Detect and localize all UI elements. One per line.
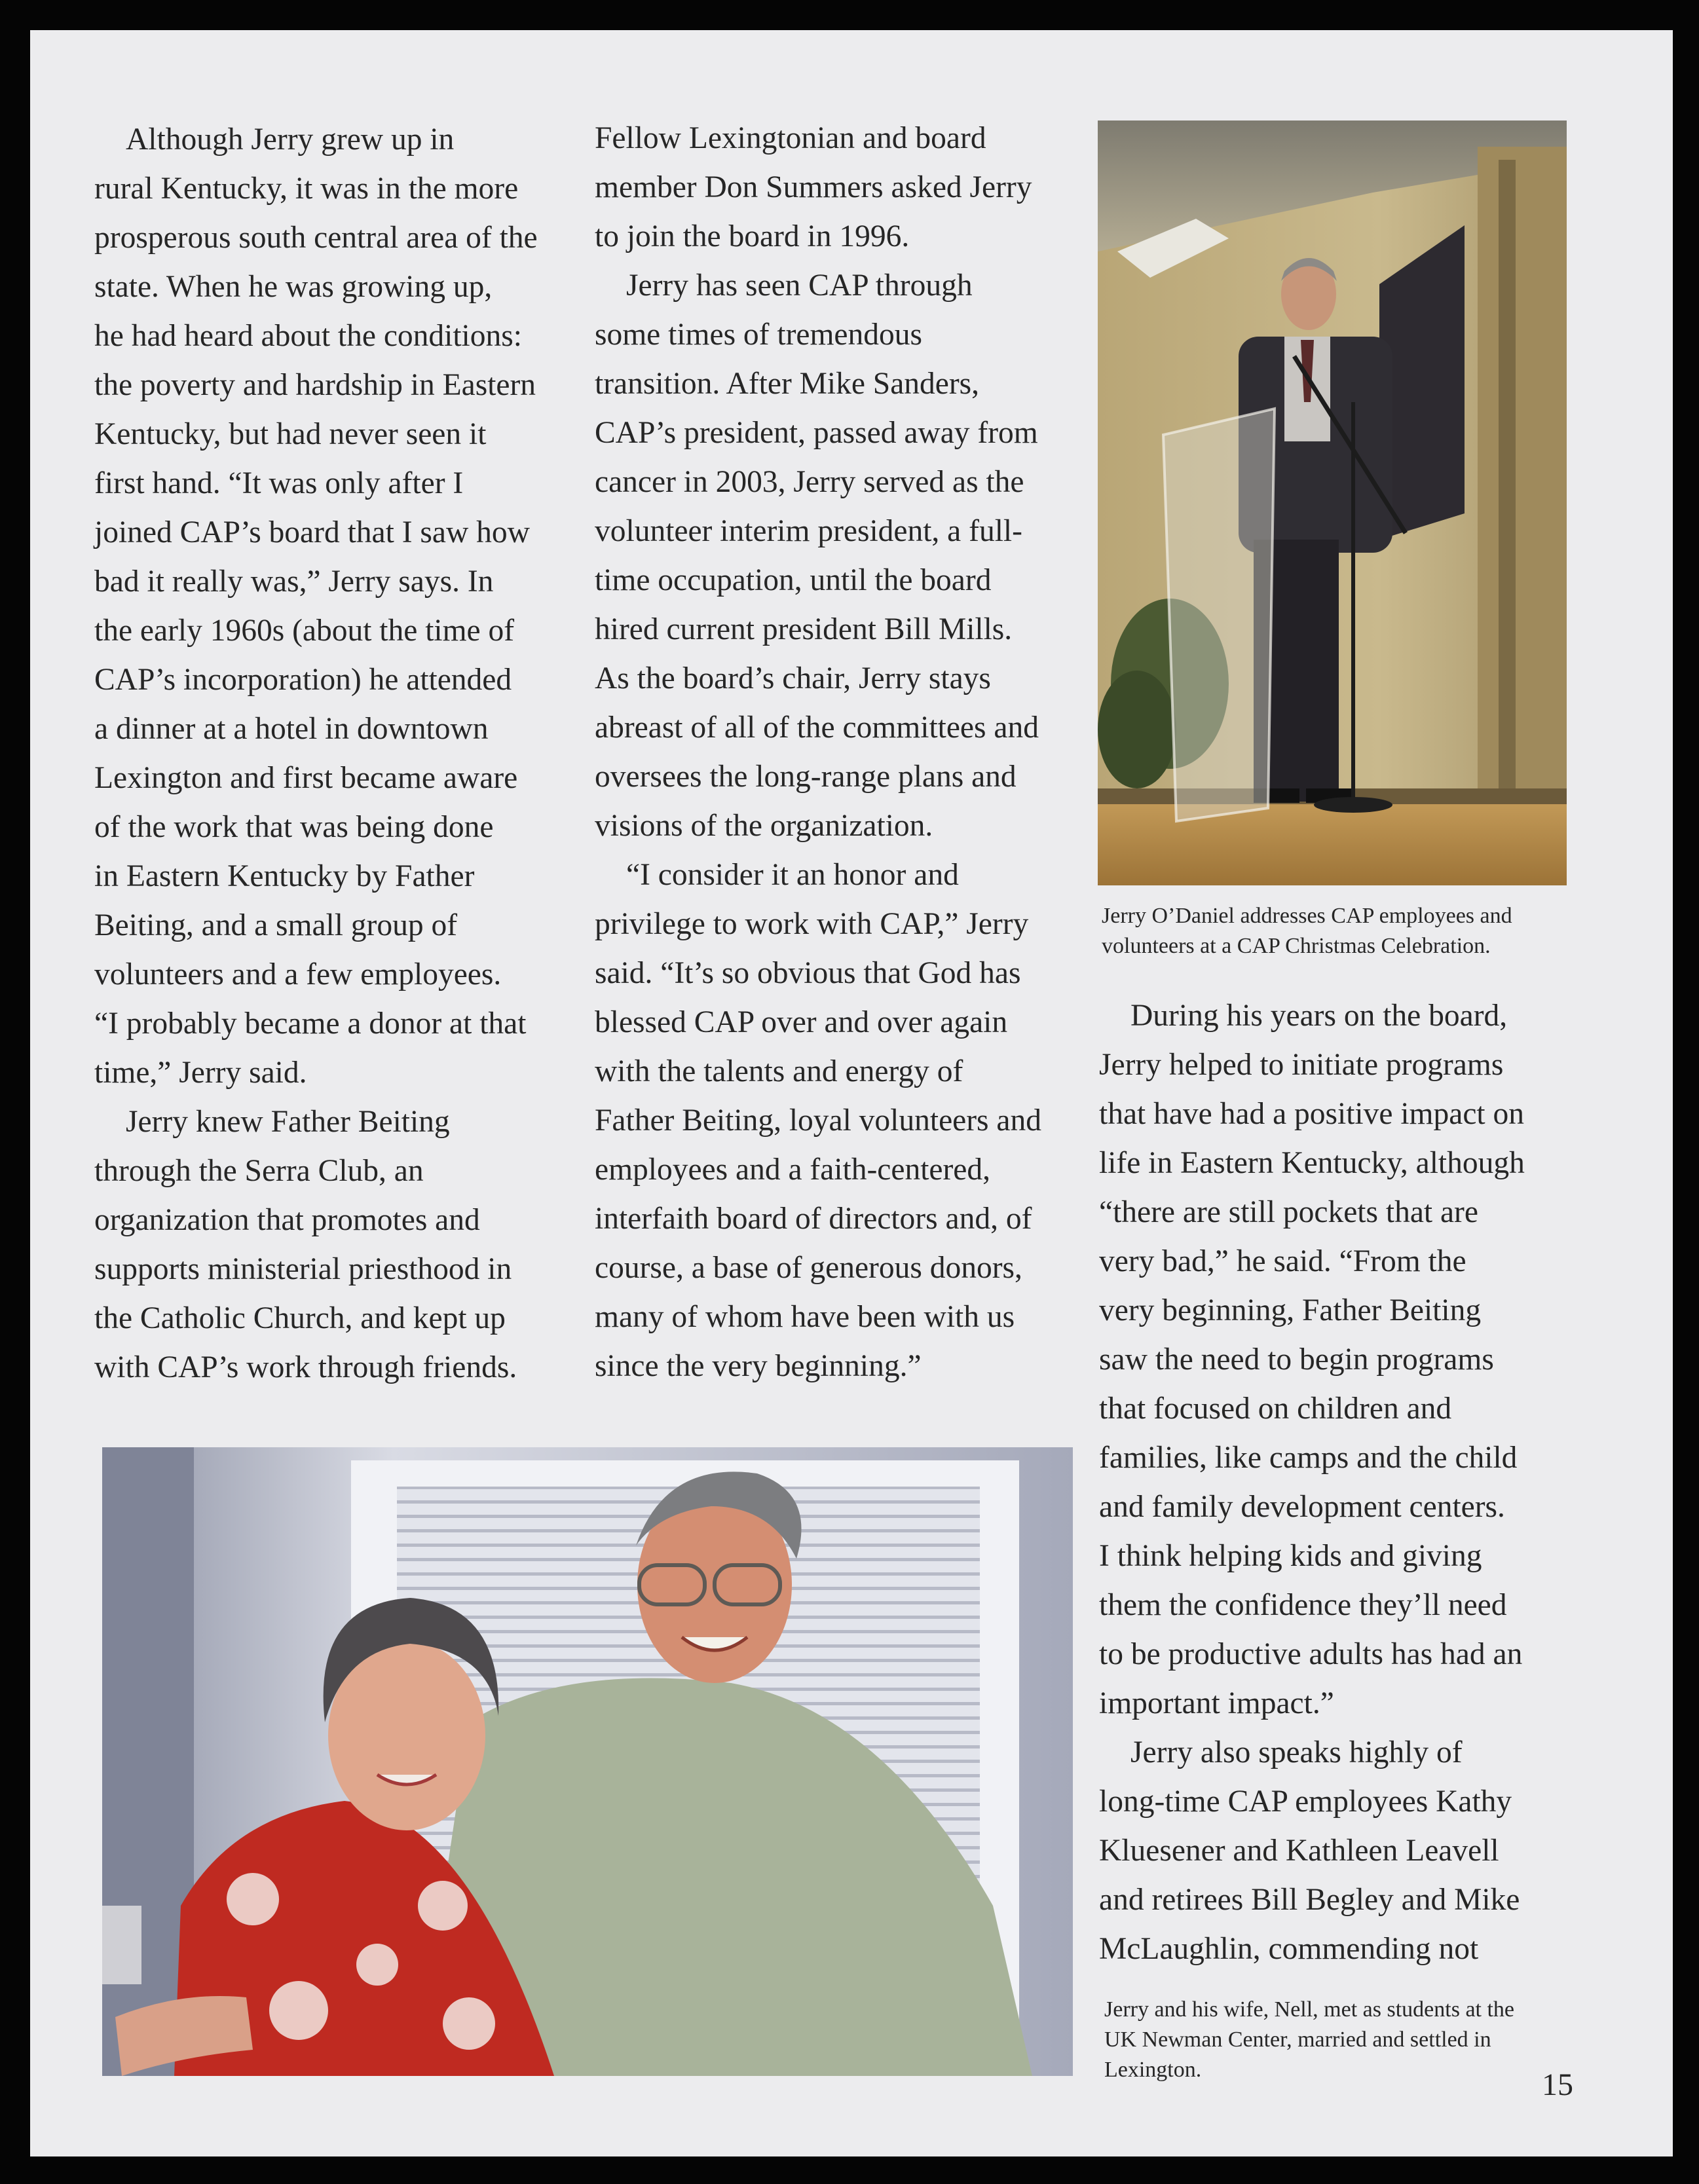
text-line: Fellow Lexingtonian and board xyxy=(595,121,986,155)
article-column-2 xyxy=(595,114,1112,1391)
page-number: 15 xyxy=(1542,2067,1573,2102)
caption-line: Jerry and his wife, Nell, met as students at the xyxy=(1104,1997,1515,2022)
text-line: joined CAP’s board that I saw how xyxy=(94,515,530,549)
text-line: with CAP’s work through friends. xyxy=(94,1350,517,1384)
text-line: volunteers and a few employees. xyxy=(94,957,502,991)
caption-line: volunteers at a CAP Christmas Celebration. xyxy=(1102,934,1491,958)
text-line: “I consider it an honor and xyxy=(626,858,959,892)
text-line: CAP’s incorporation) he attended xyxy=(94,663,512,697)
text-line: families, like camps and the child xyxy=(1099,1441,1518,1475)
speaker-photo-caption xyxy=(1102,901,1599,961)
text-line: the Catholic Church, and kept up xyxy=(94,1301,506,1335)
text-line: supports ministerial priesthood in xyxy=(94,1252,512,1286)
text-line: long-time CAP employees Kathy xyxy=(1099,1785,1512,1819)
text-line: Jerry has seen CAP through xyxy=(626,268,973,303)
text-line: he had heard about the conditions: xyxy=(94,319,522,353)
magazine-page xyxy=(30,30,1673,2156)
text-line: McLaughlin, commending not xyxy=(1099,1932,1479,1966)
text-line: of the work that was being done xyxy=(94,810,494,844)
couple-photo-caption xyxy=(1104,1995,1602,2085)
speaker-at-podium-photo xyxy=(1098,120,1567,885)
text-line: CAP’s president, passed away from xyxy=(595,416,1038,450)
text-line: first hand. “It was only after I xyxy=(94,466,464,500)
text-line: saw the need to begin programs xyxy=(1099,1342,1494,1377)
text-line: state. When he was growing up, xyxy=(94,270,493,304)
text-line: I think helping kids and giving xyxy=(1099,1539,1482,1573)
text-line: important impact.” xyxy=(1099,1686,1334,1720)
text-line: course, a base of generous donors, xyxy=(595,1251,1022,1285)
text-line: and family development centers. xyxy=(1099,1490,1505,1524)
text-line: volunteer interim president, a full- xyxy=(595,514,1022,548)
text-line: to be productive adults has had an xyxy=(1099,1637,1523,1671)
text-line: privilege to work with CAP,” Jerry xyxy=(595,907,1029,941)
text-line: interfaith board of directors and, of xyxy=(595,1202,1032,1236)
text-line: transition. After Mike Sanders, xyxy=(595,367,980,401)
text-line: the early 1960s (about the time of xyxy=(94,614,515,648)
text-line: “I probably became a donor at that xyxy=(94,1007,527,1041)
text-line: Kentucky, but had never seen it xyxy=(94,417,487,451)
text-line: Beiting, and a small group of xyxy=(94,908,458,942)
text-line: employees and a faith-centered, xyxy=(595,1153,991,1187)
text-line: time,” Jerry said. xyxy=(94,1056,307,1090)
text-line: through the Serra Club, an xyxy=(94,1154,424,1188)
text-line: to join the board in 1996. xyxy=(595,219,910,253)
caption-line: UK Newman Center, married and settled in xyxy=(1104,2027,1491,2052)
text-line: time occupation, until the board xyxy=(595,563,992,597)
text-line: abreast of all of the committees and xyxy=(595,711,1039,745)
text-line: life in Eastern Kentucky, although xyxy=(1099,1146,1525,1180)
text-line: very beginning, Father Beiting xyxy=(1099,1293,1482,1327)
text-line: many of whom have been with us xyxy=(595,1300,1015,1334)
text-line: visions of the organization. xyxy=(595,809,933,843)
text-line: the poverty and hardship in Eastern xyxy=(94,368,536,402)
text-line: Jerry knew Father Beiting xyxy=(126,1105,450,1139)
text-line: Father Beiting, loyal volunteers and xyxy=(595,1103,1042,1138)
text-line: During his years on the board, xyxy=(1130,999,1508,1033)
text-line: and retirees Bill Begley and Mike xyxy=(1099,1883,1520,1917)
caption-line: Jerry O’Daniel addresses CAP employees and xyxy=(1102,904,1512,928)
text-line: said. “It’s so obvious that God has xyxy=(595,956,1021,990)
text-line: that have had a positive impact on xyxy=(1099,1097,1524,1131)
article-column-3 xyxy=(1099,991,1610,1974)
text-line: a dinner at a hotel in downtown xyxy=(94,712,489,746)
text-line: “there are still pockets that are xyxy=(1099,1195,1478,1229)
article-column-1 xyxy=(94,115,599,1392)
text-line: As the board’s chair, Jerry stays xyxy=(595,661,991,695)
text-line: hired current president Bill Mills. xyxy=(595,612,1013,646)
text-line: Although Jerry grew up in xyxy=(126,122,455,157)
text-line: bad it really was,” Jerry says. In xyxy=(94,565,494,599)
text-line: that focused on children and xyxy=(1099,1392,1452,1426)
text-line: oversees the long-range plans and xyxy=(595,760,1017,794)
text-line: Lexington and first became aware xyxy=(94,761,518,795)
text-line: Jerry helped to initiate programs xyxy=(1099,1048,1504,1082)
text-line: some times of tremendous xyxy=(595,318,922,352)
text-line: rural Kentucky, it was in the more xyxy=(94,172,519,206)
text-line: them the confidence they’ll need xyxy=(1099,1588,1507,1622)
text-line: cancer in 2003, Jerry served as the xyxy=(595,465,1024,499)
text-line: Kluesener and Kathleen Leavell xyxy=(1099,1834,1499,1868)
text-line: prosperous south central area of the xyxy=(94,221,538,255)
couple-photo xyxy=(102,1447,1073,2076)
text-line: blessed CAP over and over again xyxy=(595,1005,1008,1039)
text-line: very bad,” he said. “From the xyxy=(1099,1244,1466,1278)
text-line: since the very beginning.” xyxy=(595,1349,922,1383)
text-line: organization that promotes and xyxy=(94,1203,480,1237)
text-line: member Don Summers asked Jerry xyxy=(595,170,1032,204)
caption-line: Lexington. xyxy=(1104,2058,1202,2082)
text-line: with the talents and energy of xyxy=(595,1054,963,1088)
text-line: Jerry also speaks highly of xyxy=(1130,1735,1463,1769)
text-line: in Eastern Kentucky by Father xyxy=(94,859,475,893)
